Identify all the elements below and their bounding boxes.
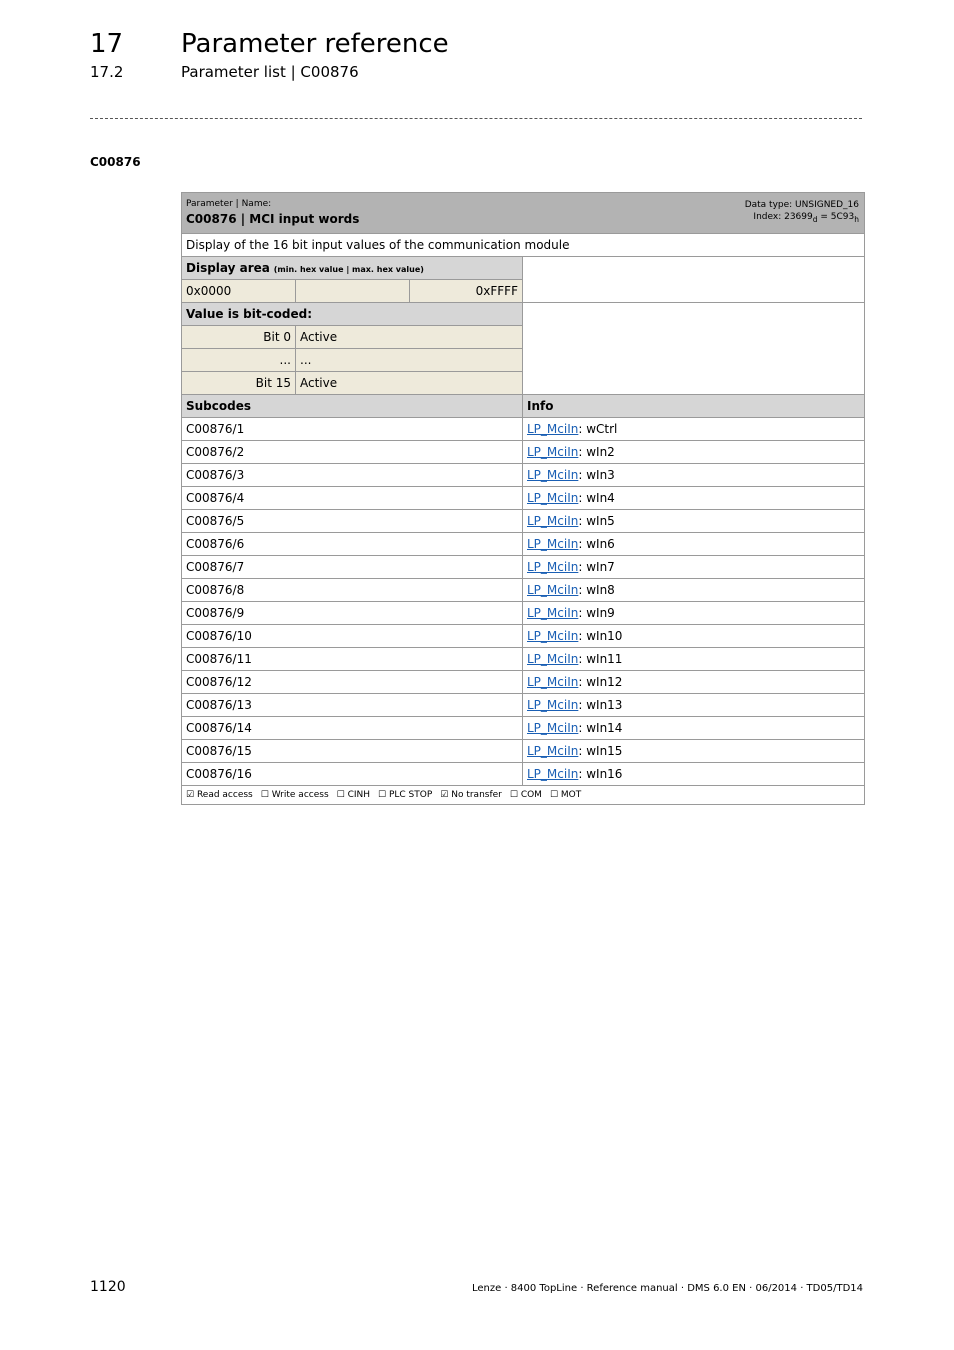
subcode-info-text: : wCtrl bbox=[578, 422, 618, 436]
subcode-link[interactable]: LP_MciIn bbox=[527, 583, 579, 597]
bit-meaning: Active bbox=[296, 326, 523, 349]
chapter-number: 17 bbox=[90, 29, 124, 59]
table-header-row bbox=[182, 193, 865, 234]
subcode: C00876/4 bbox=[182, 487, 523, 510]
subcode-link[interactable]: LP_MciIn bbox=[527, 721, 579, 735]
subcode-info bbox=[523, 464, 865, 487]
access-flag-label: Read access bbox=[196, 790, 253, 800]
unchecked-box-icon: ☐ bbox=[336, 790, 348, 800]
subcode: C00876/14 bbox=[182, 717, 523, 740]
unchecked-box-icon: ☐ bbox=[509, 790, 521, 800]
subcode-info bbox=[523, 694, 865, 717]
subcode: C00876/15 bbox=[182, 740, 523, 763]
subcode-info-text: : wIn14 bbox=[578, 721, 623, 735]
parameter-table bbox=[181, 192, 865, 805]
table-row bbox=[182, 671, 865, 694]
access-flag-label: No transfer bbox=[451, 790, 502, 800]
bit-number: Bit 15 bbox=[182, 372, 296, 395]
subcode-info-text: : wIn9 bbox=[578, 606, 615, 620]
access-flag bbox=[378, 790, 432, 800]
bit-meaning: Active bbox=[296, 372, 523, 395]
bit-number: Bit 0 bbox=[182, 326, 296, 349]
table-row bbox=[182, 763, 865, 786]
subcode-info-text: : wIn8 bbox=[578, 583, 615, 597]
subcode-info-text: : wIn11 bbox=[578, 652, 623, 666]
data-type-info bbox=[745, 199, 859, 226]
subcode: C00876/8 bbox=[182, 579, 523, 602]
dashed-divider bbox=[90, 118, 862, 119]
subcode-info-text: : wIn16 bbox=[578, 767, 623, 781]
subcode-info bbox=[523, 763, 865, 786]
subcode-info-text: : wIn7 bbox=[578, 560, 615, 574]
subcode-info bbox=[523, 579, 865, 602]
subcode-info-text: : wIn2 bbox=[578, 445, 615, 459]
access-flag bbox=[261, 790, 329, 800]
subcode: C00876/7 bbox=[182, 556, 523, 579]
description-row bbox=[182, 234, 865, 257]
subcode-link[interactable]: LP_MciIn bbox=[527, 422, 579, 436]
subcode-info bbox=[523, 556, 865, 579]
table-row bbox=[182, 487, 865, 510]
page-number: 1120 bbox=[90, 1279, 126, 1295]
bitcoded-label: Value is bit-coded: bbox=[182, 303, 523, 326]
index-info: Index: $23699_d = 5C93_h$ bbox=[753, 212, 859, 224]
section-number: 17.2 bbox=[90, 63, 124, 81]
subcode-info-text: : wIn4 bbox=[578, 491, 615, 505]
table-row bbox=[182, 648, 865, 671]
subcode: C00876/3 bbox=[182, 464, 523, 487]
subcode-link[interactable]: LP_MciIn bbox=[527, 468, 579, 482]
display-area-label: Display area bbox=[186, 261, 270, 275]
table-row bbox=[182, 717, 865, 740]
table-row bbox=[182, 579, 865, 602]
subcode-info bbox=[523, 648, 865, 671]
bitcoded-row bbox=[182, 303, 865, 326]
subcode: C00876/16 bbox=[182, 763, 523, 786]
subcode: C00876/10 bbox=[182, 625, 523, 648]
table-row bbox=[182, 556, 865, 579]
subcode-info bbox=[523, 441, 865, 464]
access-flag bbox=[550, 790, 581, 800]
subcode-link[interactable]: LP_MciIn bbox=[527, 537, 579, 551]
subcode-link[interactable]: LP_MciIn bbox=[527, 514, 579, 528]
subcode: C00876/9 bbox=[182, 602, 523, 625]
subcode-info-text: : wIn5 bbox=[578, 514, 615, 528]
access-flag bbox=[186, 790, 253, 800]
subcode-link[interactable]: LP_MciIn bbox=[527, 675, 579, 689]
subcode: C00876/12 bbox=[182, 671, 523, 694]
subcode-link[interactable]: LP_MciIn bbox=[527, 445, 579, 459]
checked-box-icon: ☑ bbox=[440, 790, 452, 800]
max-value: 0xFFFF bbox=[410, 280, 523, 303]
parameter-heading: C00876 bbox=[90, 155, 141, 169]
table-row bbox=[182, 694, 865, 717]
access-flag bbox=[510, 790, 542, 800]
subcode-info-text: : wIn10 bbox=[578, 629, 623, 643]
subcode: C00876/2 bbox=[182, 441, 523, 464]
subcode-info-text: : wIn3 bbox=[578, 468, 615, 482]
subcode-info-text: : wIn13 bbox=[578, 698, 623, 712]
chapter-title: Parameter reference bbox=[181, 29, 449, 59]
footer-doc-info: Lenze · 8400 TopLine · Reference manual · DMS 6.0 EN · 06/2014 · TD05/TD14 bbox=[471, 1283, 863, 1294]
subcode-link[interactable]: LP_MciIn bbox=[527, 698, 579, 712]
section-title: Parameter list | C00876 bbox=[181, 63, 359, 81]
subcode: C00876/6 bbox=[182, 533, 523, 556]
min-value: 0x0000 bbox=[182, 280, 296, 303]
table-row bbox=[182, 418, 865, 441]
checked-box-icon: ☑ bbox=[186, 790, 197, 800]
subcodes-header: Subcodes bbox=[182, 395, 523, 418]
unchecked-box-icon: ☐ bbox=[260, 790, 272, 800]
access-flag bbox=[337, 790, 370, 800]
bit-number: ... bbox=[182, 349, 296, 372]
table-row bbox=[182, 533, 865, 556]
subcode: C00876/13 bbox=[182, 694, 523, 717]
description: Display of the 16 bit input values of the communication module bbox=[182, 234, 865, 257]
subcode-info-text: : wIn12 bbox=[578, 675, 623, 689]
access-flag-label: PLC STOP bbox=[388, 790, 433, 800]
table-row bbox=[182, 740, 865, 763]
subcode-link[interactable]: LP_MciIn bbox=[527, 606, 579, 620]
subcode-info bbox=[523, 602, 865, 625]
access-flag-label: MOT bbox=[560, 790, 582, 800]
subcode-info bbox=[523, 740, 865, 763]
subcode-info bbox=[523, 717, 865, 740]
info-header: Info bbox=[523, 395, 865, 418]
table-row bbox=[182, 602, 865, 625]
subcode-info bbox=[523, 487, 865, 510]
table-row bbox=[182, 441, 865, 464]
subcode-info-text: : wIn15 bbox=[578, 744, 623, 758]
table-row bbox=[182, 510, 865, 533]
access-flag-label: COM bbox=[520, 790, 542, 800]
subcode: C00876/11 bbox=[182, 648, 523, 671]
subcodes-header-row bbox=[182, 395, 865, 418]
param-name-label: Parameter | Name: bbox=[186, 199, 272, 209]
subcode-info bbox=[523, 625, 865, 648]
access-flags-row bbox=[182, 786, 865, 805]
unchecked-box-icon: ☐ bbox=[378, 790, 389, 800]
subcode-link[interactable]: LP_MciIn bbox=[527, 560, 579, 574]
table-row bbox=[182, 625, 865, 648]
subcode-info bbox=[523, 671, 865, 694]
access-flag-label: Write access bbox=[271, 790, 329, 800]
data-type: Data type: UNSIGNED_16 bbox=[744, 200, 859, 210]
display-area-row bbox=[182, 257, 865, 280]
subcode-info bbox=[523, 418, 865, 441]
subcode-info bbox=[523, 510, 865, 533]
subcode-info-text: : wIn6 bbox=[578, 537, 615, 551]
subcode: C00876/5 bbox=[182, 510, 523, 533]
table-row bbox=[182, 464, 865, 487]
access-flag-label: CINH bbox=[347, 790, 371, 800]
subcode-link[interactable]: LP_MciIn bbox=[527, 744, 579, 758]
access-flag bbox=[440, 790, 502, 800]
subcode-info bbox=[523, 533, 865, 556]
bit-meaning: ... bbox=[296, 349, 523, 372]
display-area-hint: (min. hex value | max. hex value) bbox=[273, 265, 424, 274]
subcode-link[interactable]: LP_MciIn bbox=[527, 491, 579, 505]
param-name: C00876 | MCI input words bbox=[186, 212, 360, 226]
subcode: C00876/1 bbox=[182, 418, 523, 441]
subcode-link[interactable]: LP_MciIn bbox=[527, 629, 579, 643]
subcode-link[interactable]: LP_MciIn bbox=[527, 652, 579, 666]
subcode-link[interactable]: LP_MciIn bbox=[527, 767, 579, 781]
unchecked-box-icon: ☐ bbox=[549, 790, 561, 800]
